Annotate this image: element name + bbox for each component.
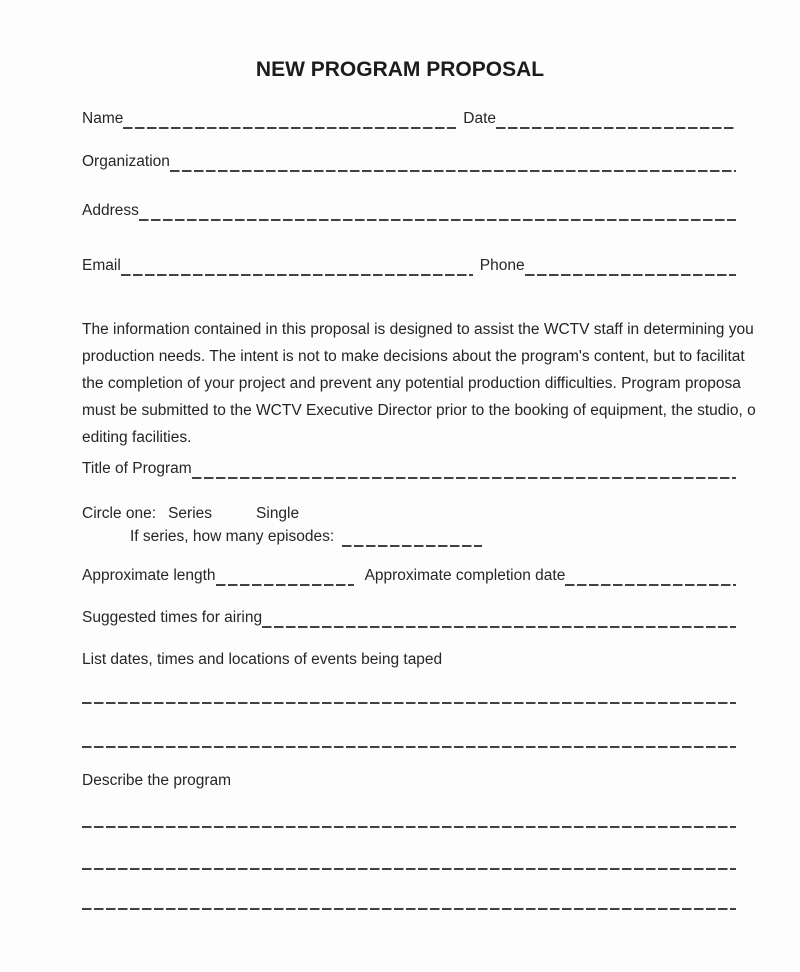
- title-of-program-row: [82, 459, 736, 479]
- episodes-label: If series, how many episodes:: [130, 528, 335, 545]
- describe-blank-line-3[interactable]: [82, 908, 736, 910]
- email-phone-row: [82, 256, 736, 276]
- phone-label: Phone: [479, 257, 525, 274]
- describe-blank-line-2[interactable]: [82, 868, 736, 870]
- organization-row: [82, 152, 736, 172]
- organization-blank[interactable]: [170, 152, 736, 172]
- episodes-row: [130, 527, 540, 547]
- approx-completion-label: Approximate completion date: [364, 567, 566, 584]
- suggested-times-label: Suggested times for airing: [82, 609, 263, 626]
- email-label: Email: [82, 257, 121, 274]
- approximate-row: [82, 566, 736, 586]
- suggested-times-blank[interactable]: [262, 608, 736, 628]
- name-date-row: [82, 109, 736, 129]
- name-blank[interactable]: [123, 109, 456, 129]
- title-of-program-label: Title of Program: [82, 460, 192, 477]
- date-blank[interactable]: [496, 109, 736, 129]
- circle-one-label: Circle one:: [82, 505, 157, 522]
- episodes-blank[interactable]: [342, 527, 482, 547]
- list-dates-label: List dates, times and locations of events being taped: [82, 651, 443, 668]
- describe-blank-line-1[interactable]: [82, 826, 736, 828]
- intro-line: must be submitted to the WCTV Executive Director prior to the booking of equipment, the studio, o: [82, 402, 756, 419]
- approx-length-blank[interactable]: [216, 566, 354, 586]
- phone-blank[interactable]: [525, 256, 736, 276]
- name-label: Name: [82, 110, 124, 127]
- intro-line: editing facilities.: [82, 429, 192, 446]
- intro-line: production needs. The intent is not to make decisions about the program's content, but to facilitat: [82, 348, 745, 365]
- title-of-program-blank[interactable]: [192, 459, 736, 479]
- date-label: Date: [463, 110, 496, 127]
- page-title: NEW PROGRAM PROPOSAL: [255, 58, 545, 81]
- organization-label: Organization: [82, 153, 170, 170]
- option-series[interactable]: Series: [168, 505, 213, 522]
- approx-length-label: Approximate length: [82, 567, 216, 584]
- address-label: Address: [82, 202, 139, 219]
- describe-label: Describe the program: [82, 772, 232, 789]
- intro-line: The information contained in this proposal is designed to assist the WCTV staff in determining you: [82, 321, 754, 338]
- circle-one-row: [82, 504, 736, 524]
- events-blank-line-2[interactable]: [82, 746, 736, 748]
- approx-completion-blank[interactable]: [565, 566, 736, 586]
- intro-line: the completion of your project and prevent any potential production difficulties. Program proposa: [82, 375, 741, 392]
- email-blank[interactable]: [121, 256, 473, 276]
- option-single[interactable]: Single: [256, 505, 300, 522]
- suggested-times-row: [82, 608, 736, 628]
- events-blank-line-1[interactable]: [82, 702, 736, 704]
- address-row: [82, 201, 736, 221]
- address-blank[interactable]: [139, 201, 736, 221]
- intro-paragraph: [82, 316, 756, 451]
